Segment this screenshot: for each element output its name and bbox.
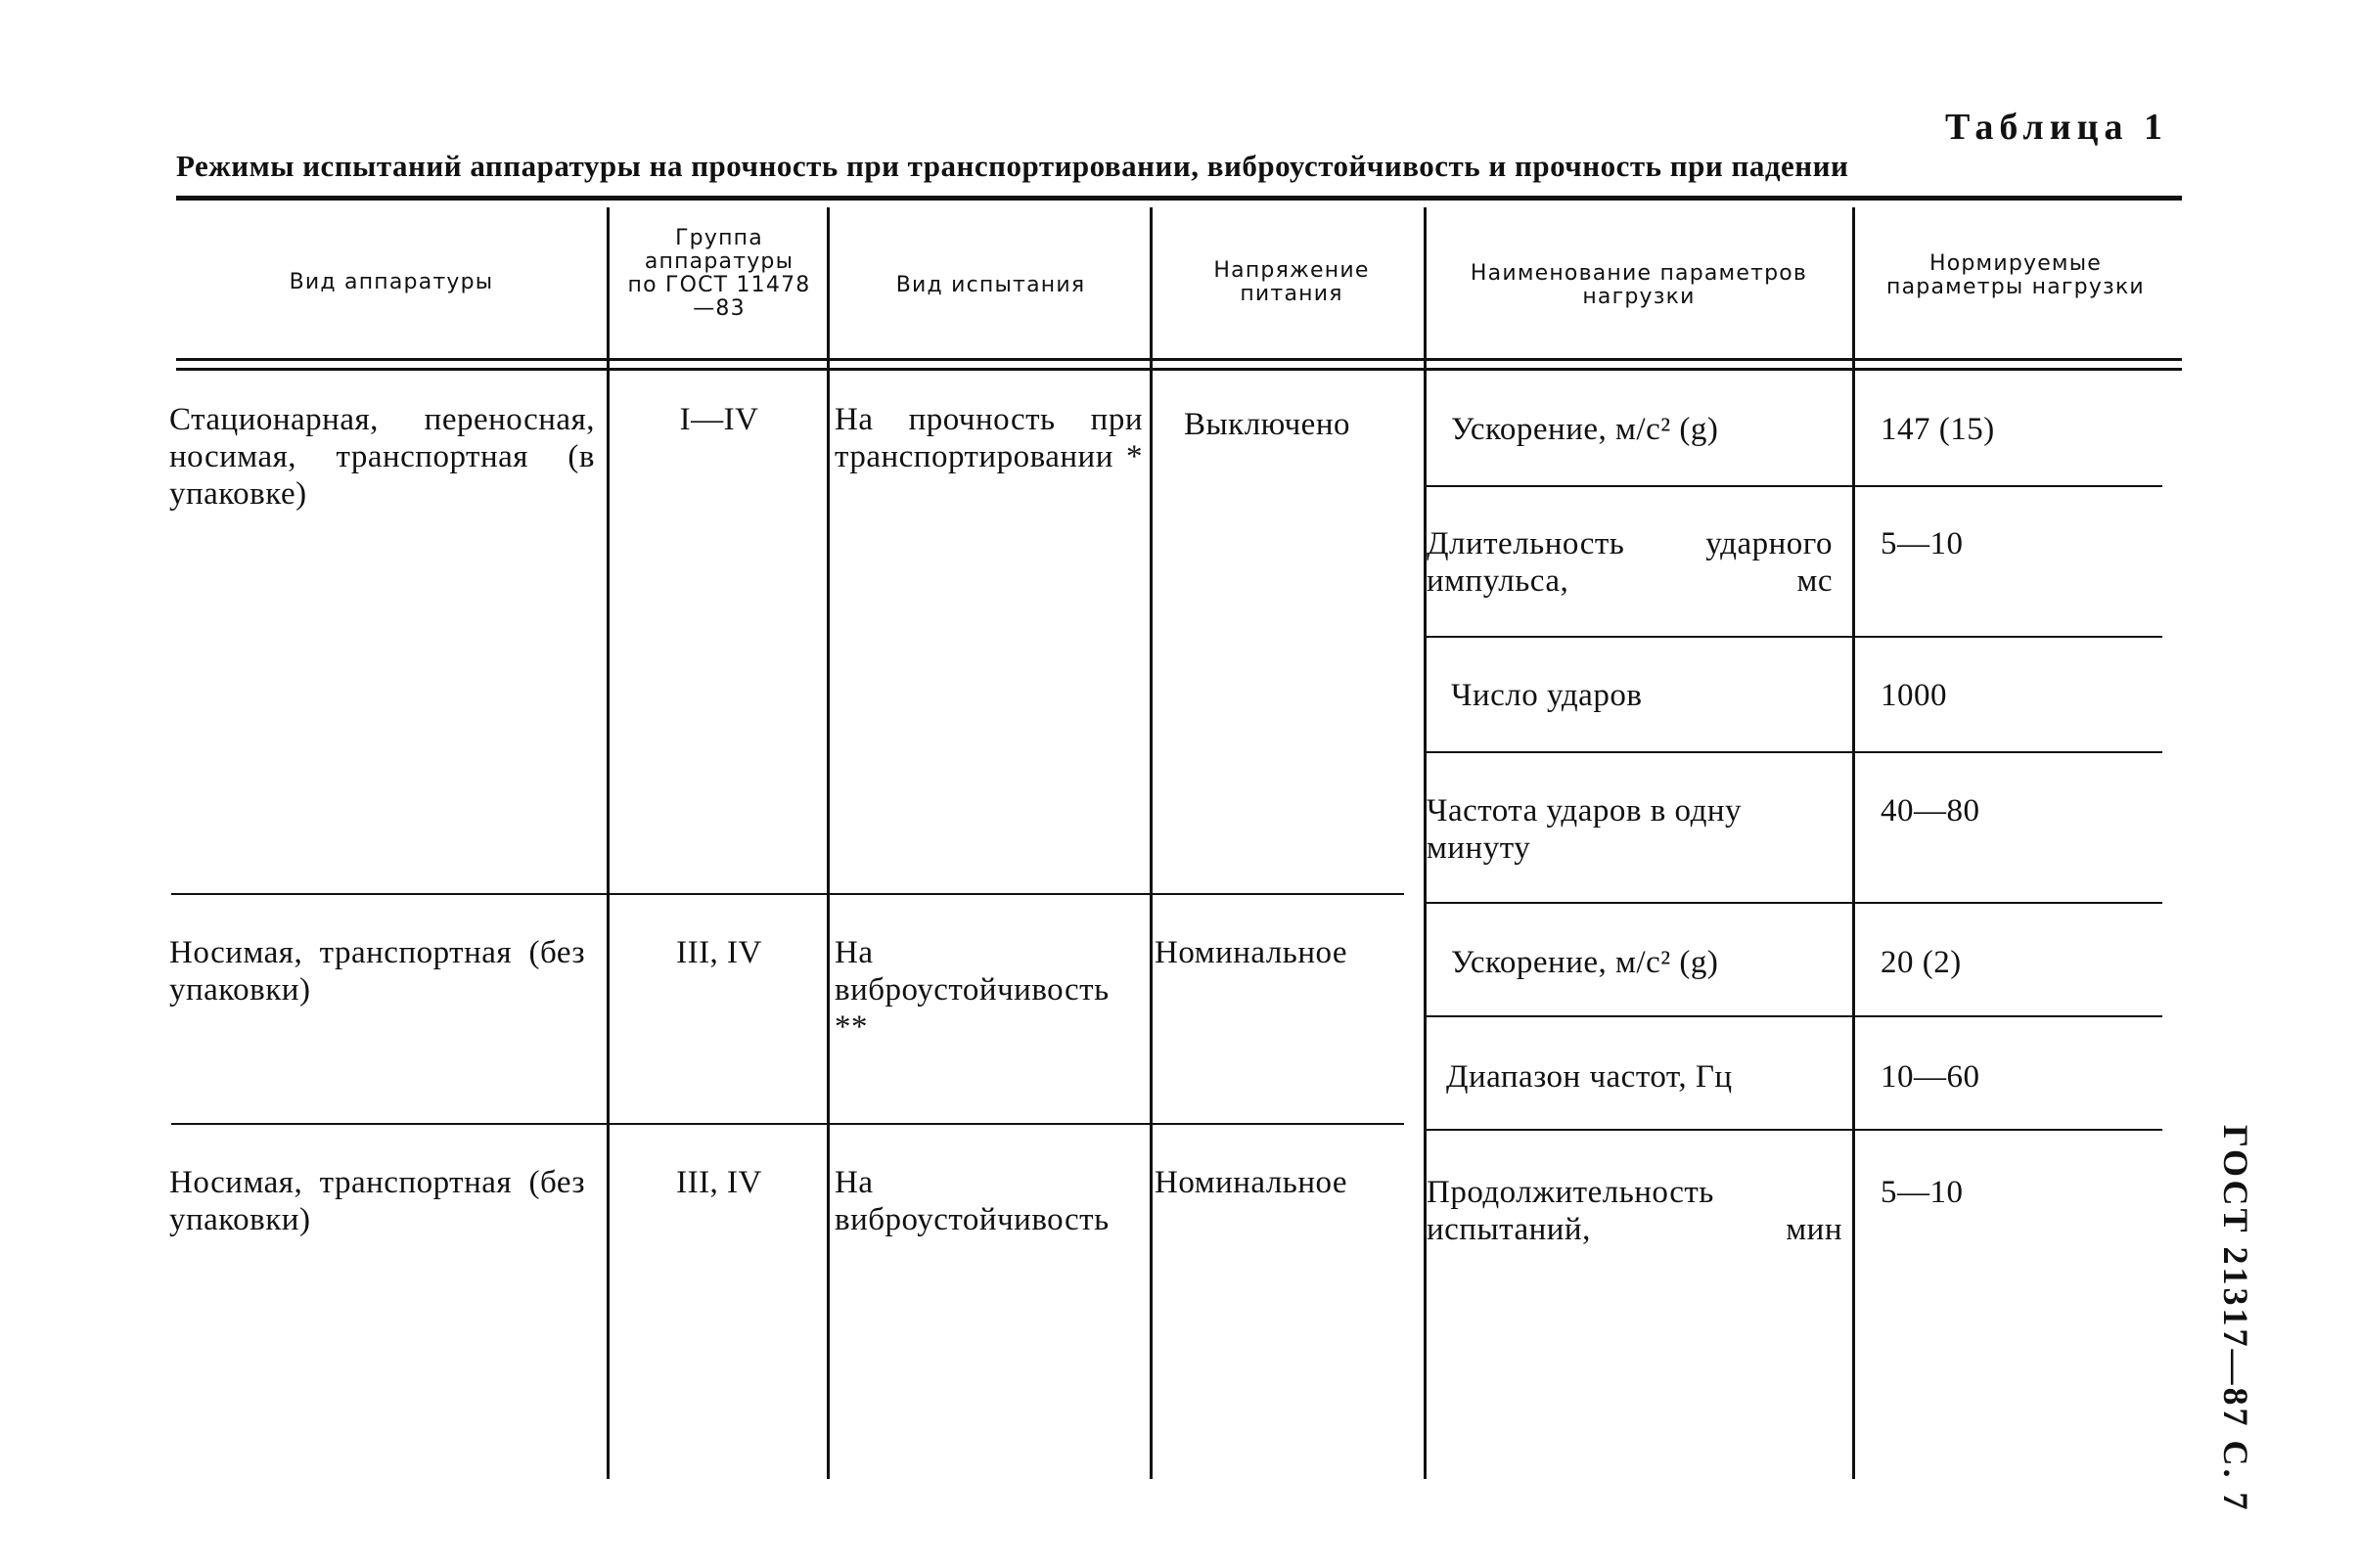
row2-param1-name: Ускорение, м/с² (g) (1451, 945, 1719, 980)
table-number: Таблица 1 (1944, 107, 2168, 148)
side-label-text: ГОСТ 21317—87 С. 7 (2216, 1125, 2255, 1513)
row2-equipment: Носимая, транспортная (без упаковки) (169, 935, 585, 1008)
param-divider (1424, 1015, 2162, 1017)
row1-power: Выключено (1184, 407, 1350, 442)
header-test-type: Вид испытания (895, 273, 1086, 297)
row2-param1-value: 20 (2) (1881, 945, 1962, 980)
row-divider (1424, 902, 2162, 904)
row3-param1-value: 5—10 (1881, 1175, 1964, 1210)
side-page-label (2212, 1125, 2271, 1516)
row1-param1-value: 147 (15) (1881, 412, 1995, 447)
column-line (827, 207, 830, 1479)
header-supply-voltage: Напряжение питания (1213, 258, 1370, 306)
row2-group: III, IV (676, 935, 762, 970)
param-divider (1424, 751, 2162, 753)
row3-test: На виброустойчивость (835, 1165, 1110, 1237)
row1-param2-value: 5—10 (1881, 526, 1964, 561)
header-load-parameter-name: Наименование параметров нагрузки (1470, 261, 1808, 309)
param-divider (1424, 636, 2162, 638)
header-equipment-type: Вид аппаратуры (289, 270, 494, 294)
table-title: Режимы испытаний аппаратуры на прочность при транспортировании, виброустойчивость и прочность при падении (176, 149, 1849, 183)
row1-param3-name: Число ударов (1451, 678, 1643, 713)
row2-test: На виброустойчивость ** (835, 935, 1110, 1045)
row3-group: III, IV (676, 1165, 762, 1200)
row1-group: I—IV (679, 402, 759, 437)
param-divider (1424, 485, 2162, 487)
row2-power: Номинальное (1155, 935, 1348, 970)
header-normalized-parameters: Нормируемые параметры нагрузки (1886, 251, 2145, 299)
row3-power: Номинальное (1155, 1165, 1348, 1200)
row2-param2-value: 10—60 (1881, 1059, 1980, 1095)
row1-param3-value: 1000 (1881, 678, 1947, 713)
row1-param4-value: 40—80 (1881, 793, 1980, 829)
column-line (1852, 207, 1855, 1479)
row1-param1-name: Ускорение, м/с² (g) (1451, 412, 1719, 447)
column-line (607, 207, 610, 1479)
row-divider (1424, 1129, 2162, 1131)
row3-param1-name: Продолжительность испытаний, мин (1427, 1175, 1842, 1247)
row1-param4-name: Частота ударов в одну минуту (1427, 793, 1743, 866)
row3-equipment: Носимая, транспортная (без упаковки) (169, 1165, 585, 1237)
header-bottom-rule-1 (176, 358, 2182, 361)
row1-test: На прочность при транспортировании * (835, 402, 1143, 474)
title-underline (176, 196, 2182, 201)
row1-param2-name: Длительность ударного импульса, мс (1427, 526, 1833, 599)
row1-equipment: Стационарная, переносная, носимая, транспортная (в упаковке) (169, 402, 595, 512)
column-line (1150, 207, 1153, 1479)
header-equipment-group: Группа аппаратуры по ГОСТ 11478—83 (627, 226, 811, 321)
row-divider (171, 893, 1404, 895)
row-divider (171, 1123, 1404, 1125)
row2-param2-name: Диапазон частот, Гц (1446, 1059, 1733, 1095)
header-bottom-rule-2 (176, 368, 2182, 371)
